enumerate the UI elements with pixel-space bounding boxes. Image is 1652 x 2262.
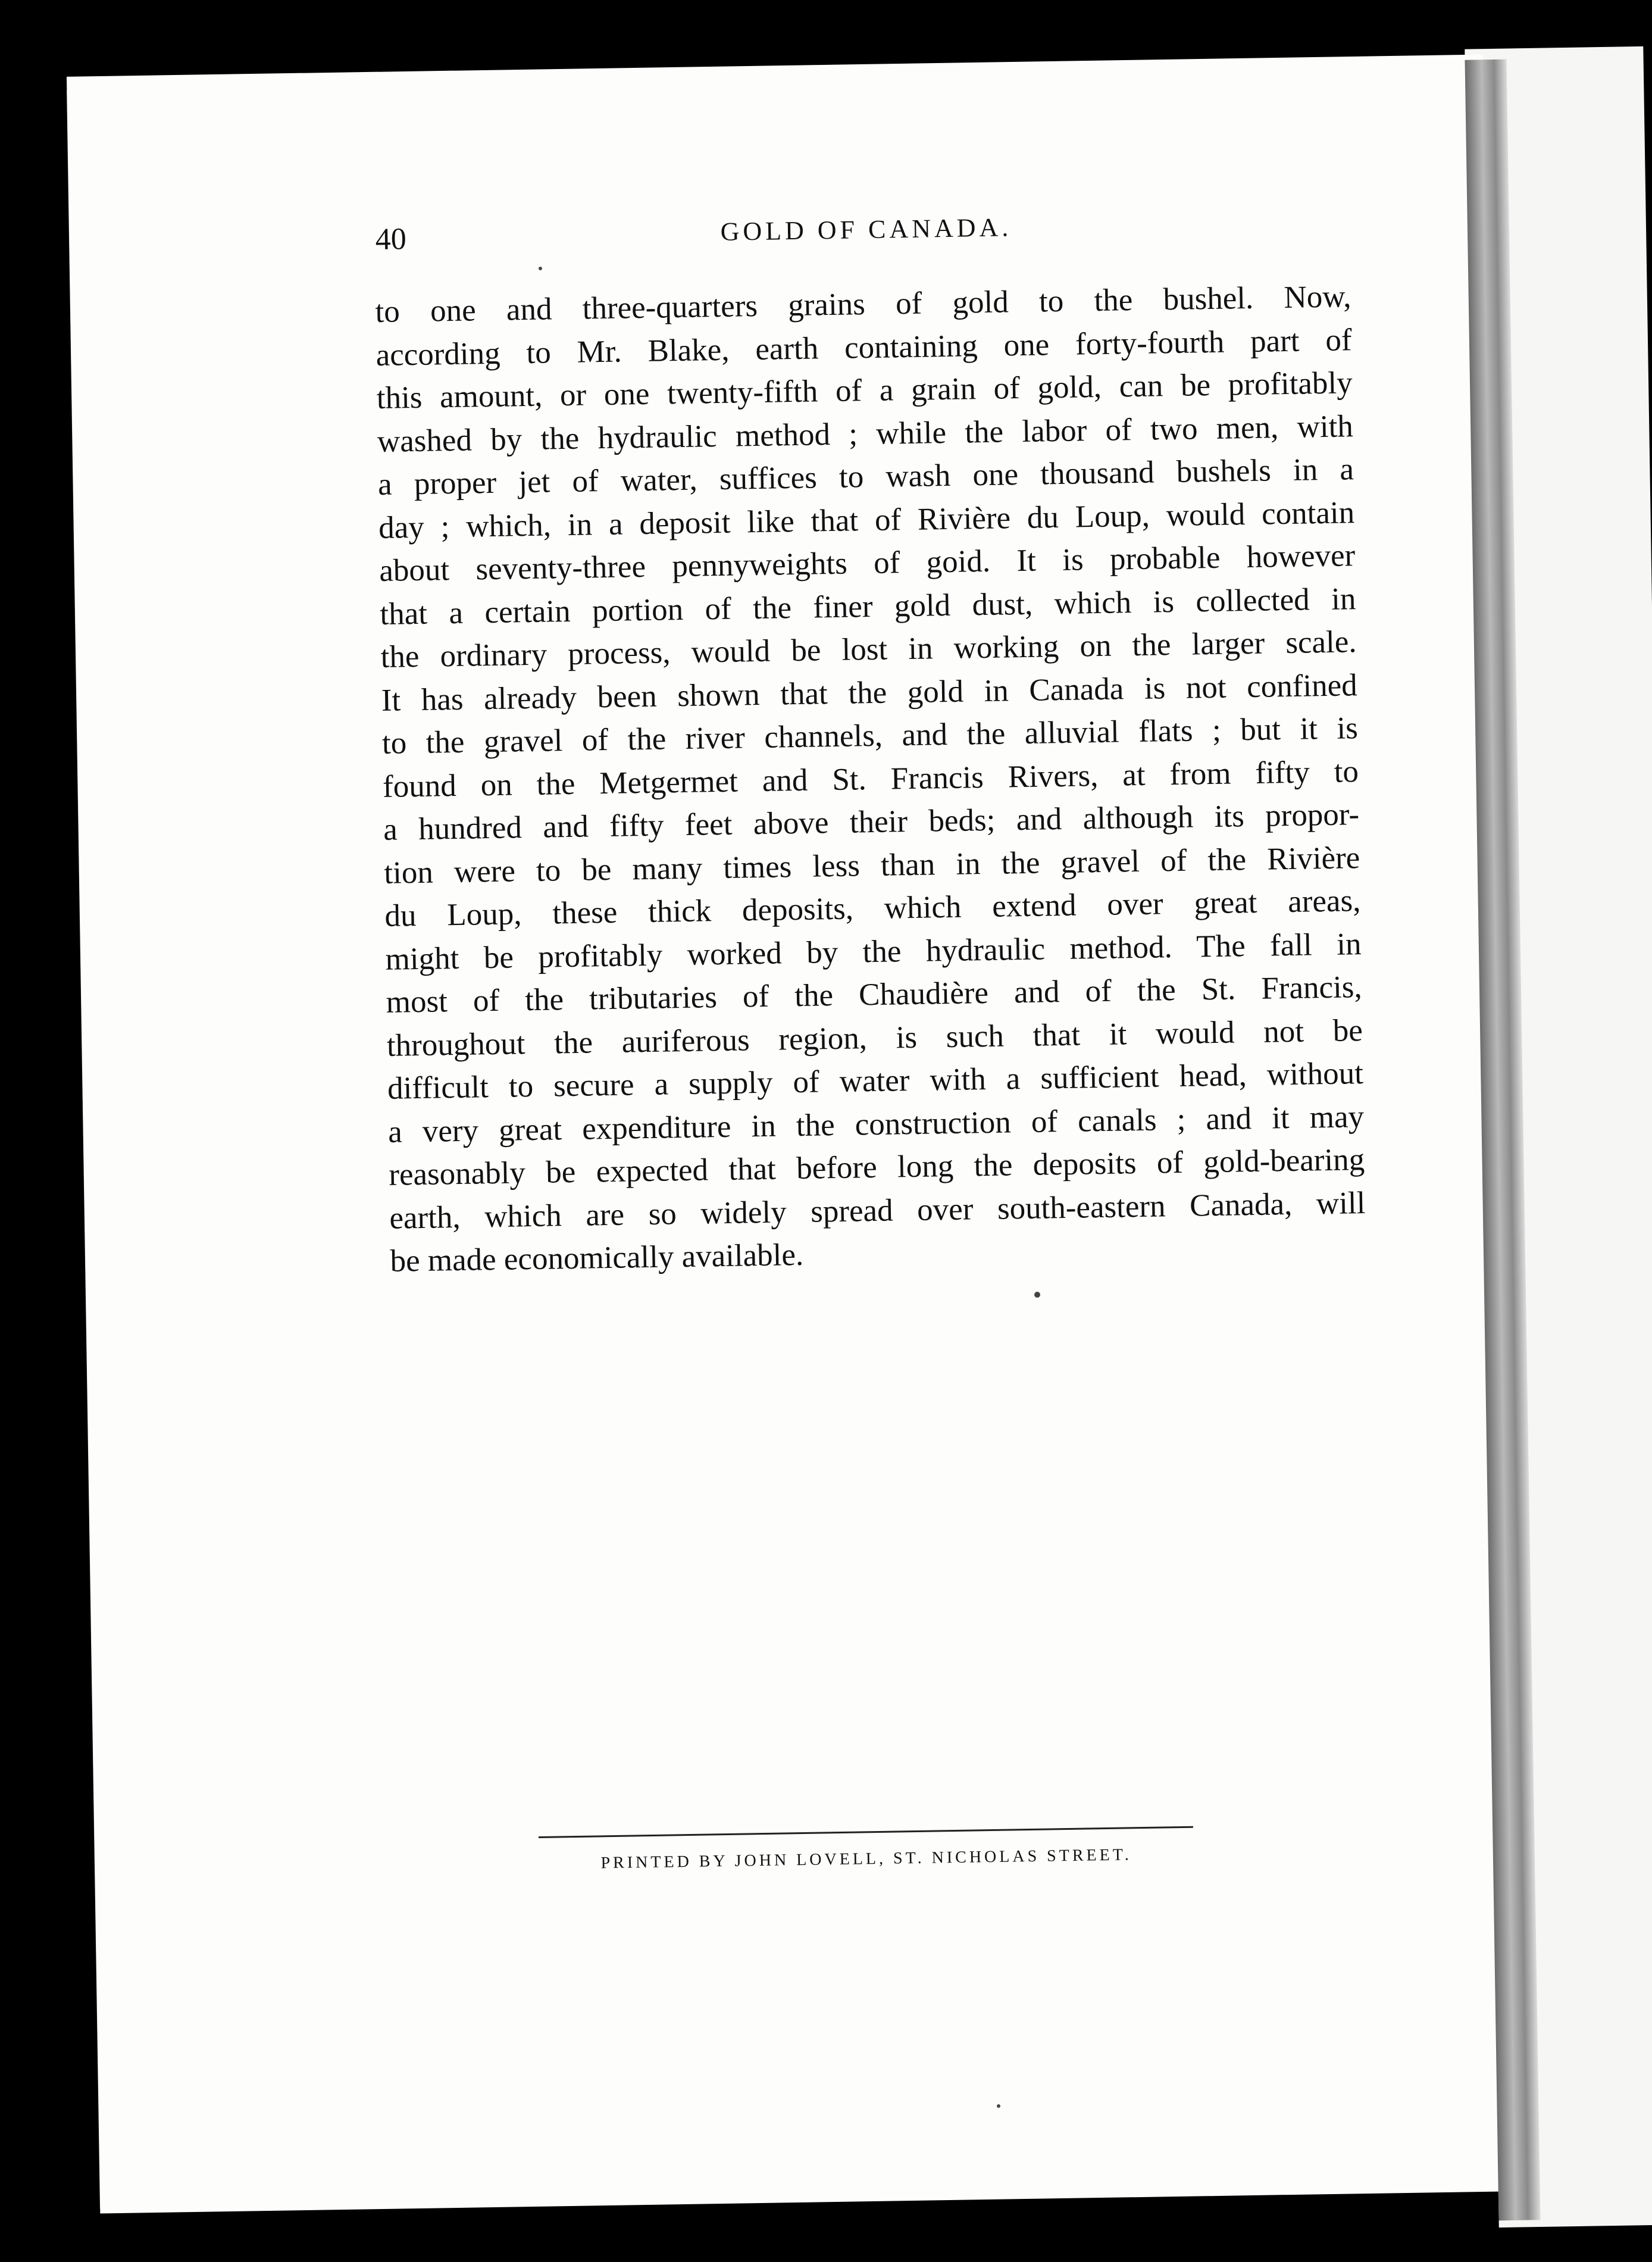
text-line: difficult to secure a supply of water with a sufficient head, without (387, 1056, 1364, 1106)
text-line: be made economically available. (390, 1237, 804, 1279)
text-line: It has already been shown that the gold in Canada is not confined (381, 667, 1358, 718)
text-line: according to Mr. Blake, earth containing one forty-fourth part of (376, 322, 1352, 373)
running-title: GOLD OF CANADA. (720, 213, 1012, 246)
text-line: to one and three-quarters grains of gold to the bushel. Now, (375, 279, 1351, 329)
text-line: earth, which are so widely spread over south-eastern Canada, will (389, 1185, 1366, 1236)
text-line: du Loup, these thick deposits, which extend over great areas, (384, 883, 1361, 933)
scan-speck (1034, 1292, 1040, 1298)
text-line: that a certain portion of the finer gold dust, which is collected in (380, 581, 1356, 632)
text-line: washed by the hydraulic method ; while the labor of two men, with (377, 408, 1354, 459)
printer-imprint: PRINTED BY JOHN LOVELL, ST. NICHOLAS STREET. (600, 1845, 1132, 1873)
text-line: this amount, or one twenty-fifth of a grain of gold, can be profitably (376, 365, 1353, 415)
text-line: might be profitably worked by the hydraulic method. The fall in (385, 926, 1362, 977)
text-line: throughout the auriferous region, is such that it would not be (386, 1013, 1363, 1063)
text-line: about seventy-three pennyweights of goid. It is probable however (378, 538, 1356, 588)
text-line: a very great expenditure in the construction of canals ; and it may (387, 1099, 1365, 1149)
page-number: 40 (375, 222, 407, 257)
text-line: the ordinary process, would be lost in working on the larger scale. (380, 624, 1357, 674)
text-line: most of the tributaries of the Chaudière and of the St. Francis, (386, 970, 1363, 1020)
text-line: reasonably be expected that before long the deposits of gold-bearing (388, 1142, 1365, 1192)
scan-speck (997, 2104, 1000, 2108)
text-line: day ; which, in a deposit like that of Rivière du Loup, would contain (378, 495, 1355, 545)
text-line: to the gravel of the river channels, and the alluvial flats ; but it is (381, 711, 1359, 761)
text-line: a proper jet of water, suffices to wash one thousand bushels in a (377, 452, 1354, 502)
text-line: found on the Metgermet and St. Francis Rivers, at from fifty to (382, 754, 1359, 804)
scan-speck (539, 267, 542, 270)
body-paragraph (375, 275, 1366, 1283)
text-line: a hundred and fifty feet above their beds; and although its propor- (383, 797, 1360, 847)
text-line: tion were to be many times less than in the gravel of the Rivière (383, 840, 1360, 891)
